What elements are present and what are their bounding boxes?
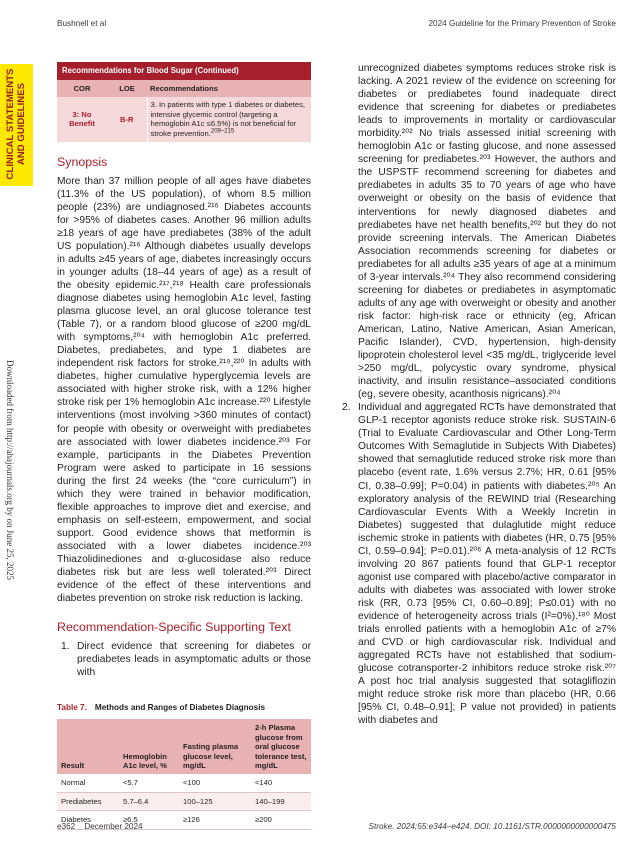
list-number: 2. — [342, 402, 351, 414]
th-a1c: Hemoglobin A1c level, % — [119, 719, 179, 774]
table7-title: Methods and Ranges of Diabetes Diagnosis — [94, 703, 266, 713]
synopsis-heading: Synopsis — [57, 154, 108, 169]
rec-header-loe: LOE — [107, 80, 147, 98]
list-item-2 — [338, 401, 616, 727]
rec-header-recommendations: Recommendations — [147, 80, 311, 98]
synopsis-paragraph: More than 37 million people of all ages have diabetes (11.3% of the US population), of whom 8.5 million people (23%) are undiagnosed.²¹⁶ Diabetes accounts for >95% of diabetes cases. Another 96 million adults ≥18 years of age have prediabetes (38% of the adult US population).²¹⁶ Although diabetes usually develops in adults ≥45 years of age, diabetes increasingly occurs in younger adults (18–44 years of age) as a result of the obesity epidemic.²¹⁷,²¹⁸ Health care professionals diagnose diabetes using hemoglobin A1c level, fasting plasma glucose level, an oral glucose tolerance test (Table 7), or a random blood glucose of ≥200 mg/dL with symptoms,²⁰⁴ with hemoglobin A1c preferred. Diabetes, prediabetes, and type 1 diabetes are independent risk factors for stroke.²¹⁹,²²⁰ In adults with diabetes, higher cumulative hyperglycemia levels are associated with higher stroke risk, with a 12% higher stroke risk per 1% hemoglobin A1c increase.²²⁰ Lifestyle interventions (most involving >360 minutes of contact) for people with obesity or overweight with prediabetes are associated with lower diabetes incidence.²⁰³ For example, participants in the Diabetes Prevention Program were asked to participate in 16 sessions during the first 24 weeks (the “core curriculum”) in which they were trained in behavior modification, flexible approaches to improve diet and exercise, and emphasis on self-esteem, empowerment, and social support. Good evidence shows that metformin is associated with a lower diabetes incidence.²⁰³ Thiazolidinediones and α-glucosidase also reduce diabetes risk but are less well tolerated.²⁰³ Direct evidence of the effect of these interventions and diabetes prevention on stroke risk reduction is lacking. — [57, 175, 311, 605]
cell-a1c: <5.7 — [119, 774, 179, 792]
item2-text: Individual and aggregated RCTs have demonstrated that GLP-1 receptor agonists reduce stroke risk. SUSTAIN-6 (Trial to Evaluate Cardiovascular and Other Long-Term Outcomes With Semaglutide in Subjects With Diabetes) showed that semaglutide reduced stroke risk more than placebo (event rate, 1.6% versus 2.7%; HR, 0.61 [95% CI, 0.38–0.99]; P=0.04) in patients with diabetes.²⁰⁵ An exploratory analysis of the REWIND trial (Researching Cardiovascular Events With a Weekly Incretin in Diabetes) suggested that dulaglutide might reduce ischemic stroke in patients with diabetes (HR, 0.75 [95% CI, 0.59–0.94]; P=0.01).²⁰⁶ A meta-analysis of 12 RCTs involving 20 867 patients found that GLP-1 receptor agonist use compared with placebo/active comparator in adults with diabetes was associated with lower stroke risk (RR, 0.73 [95% CI, 0.60–0.89]; P≤0.01) with no evidence of heterogeneity across trials (I²=0%).¹⁸⁰ Most trials enrolled patients with a hemoglobin A1c of ≥7% and CVD or high cardiovascular risk. Individual and aggregated RCTs have not established that sodium-glucose cotransporter-2 inhibitors reduce stroke risk.²⁰⁷ A post hoc trial analysis suggested that sotagliflozin might reduce stroke risk more than placebo (HR, 0.66 [95% CI, 0.48–0.91]; P value not provided) in patients with diabetes and — [358, 402, 616, 727]
th-fasting: Fasting plasma glucose level, mg/dL — [179, 719, 251, 774]
cell-fasting: ≥126 — [179, 811, 251, 829]
left-column — [57, 62, 311, 830]
item1-text: Direct evidence that screening for diabetes or prediabetes leads in asymptomatic adults or those with — [77, 641, 311, 679]
right-column — [338, 62, 616, 727]
cell-ogtt: 140–199 — [251, 792, 311, 810]
cell-ogtt: <140 — [251, 774, 311, 792]
cell-ogtt: ≥200 — [251, 811, 311, 829]
table7-caption — [57, 701, 311, 714]
rsst-heading: Recommendation-Specific Supporting Text — [57, 620, 291, 635]
list-number: 1. — [61, 641, 70, 653]
rec-text: 3. In patients with type 1 diabetes or diabetes, intensive glycemic control (targeting a hemoglobin A1c ≤6.5%) is not beneficial for stroke prevention.$^{209-215}$ — [147, 97, 311, 141]
cell-result: Normal — [57, 774, 119, 792]
running-head-authors: Bushnell et al — [57, 19, 107, 28]
rec-loe-value: B-R — [107, 97, 147, 141]
cell-result: Prediabetes — [57, 792, 119, 810]
recommendations-table — [57, 62, 311, 142]
right-paragraph-1: unrecognized diabetes symptoms reduces stroke risk is lacking. A 2021 review of the evidence on screening for diabetes or prediabetes found inadequate direct evidence that screening for diabetes or prediabetes leads to improvements in mortality or cardiovascular morbidity.²⁰² No trials assessed initial screening with hemoglobin A1c or fasting glucose, and none assessed screening for prediabetes.²⁰³ However, the authors and the USPSTF recommend screening for diabetes and prediabetes in adults 35 to 70 years of age who have overweight or obesity on the basis of evidence that interventions for newly diagnosed diabetes and prediabetes have net health benefits,²⁰² but they do not provide screening intervals. The American Diabetes Association recommends screening for diabetes or prediabetes for all adults ≥35 years of age at a minimum of 3-year intervals.²⁰⁴ They also recommend considering screening for diabetes or prediabetes in asymptomatic adults of any age with overweight or obesity and another risk factor: high-risk race or ethnicity (eg, African American, Latino, Native American, Asian American, Pacific Islander), CVD, hypertension, high-density lipoprotein cholesterol level <35 mg/dL, triglyceride level >250 mg/dL, polycystic ovary syndrome, physical inactivity, and insulin resistance–associated conditions (eg, severe obesity, acanthosis nigricans).²⁰⁴ — [358, 63, 616, 401]
cell-a1c: ≥6.5 — [119, 811, 179, 829]
footer-citation: Stroke. 2024;55:e344–e424. DOI: 10.1161/STR.0000000000000475 — [368, 822, 616, 831]
cell-fasting: <100 — [179, 774, 251, 792]
rec-header-cor: COR — [57, 80, 107, 98]
th-result: Result — [57, 719, 119, 774]
running-head-title: 2024 Guideline for the Primary Prevention of Stroke — [428, 19, 616, 28]
table7-label: Table 7. — [57, 703, 87, 713]
side-tab-label: CLINICAL STATEMENTS AND GUIDELINES — [5, 68, 27, 180]
list-item-1 — [57, 640, 311, 679]
th-ogtt: 2-h Plasma glucose from oral glucose tolerance test, mg/dL — [251, 719, 311, 774]
download-watermark: Downloaded from http://ahajournals.org by on June 25, 2025 — [5, 359, 15, 581]
table-row — [57, 792, 311, 810]
rec-table-title: Recommendations for Blood Sugar (Continued) — [57, 62, 311, 80]
footer-page: e362 December 2024 — [57, 822, 143, 831]
cell-result: Diabetes — [57, 811, 119, 829]
cell-fasting: 100–125 — [179, 792, 251, 810]
diagnosis-table — [57, 719, 311, 829]
rec-cor-value: 3: No Benefit — [57, 97, 107, 141]
table-row — [57, 774, 311, 792]
cell-a1c: 5.7–6.4 — [119, 792, 179, 810]
